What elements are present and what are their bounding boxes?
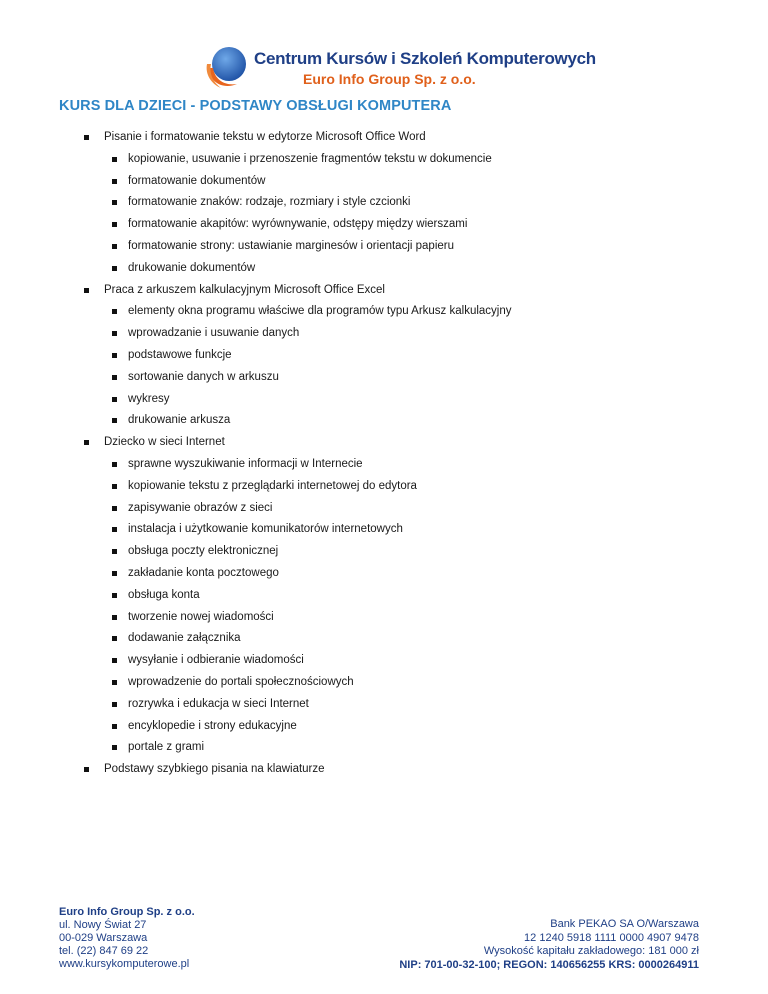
list-item-label: wykresy	[128, 392, 170, 405]
square-bullet-icon	[112, 200, 117, 205]
footer-website: www.kursykomputerowe.pl	[59, 958, 190, 970]
square-bullet-icon	[112, 484, 117, 489]
list-item-label: rozrywka i edukacja w sieci Internet	[128, 697, 309, 710]
square-bullet-icon	[112, 527, 117, 532]
footer-account: 12 1240 5918 1111 0000 4907 9478	[524, 931, 699, 944]
list-item-label: sprawne wyszukiwanie informacji w Internecie	[128, 458, 363, 470]
list-item-label: wysyłanie i odbieranie wiadomości	[128, 654, 304, 667]
square-bullet-icon	[112, 244, 117, 249]
square-bullet-icon	[112, 680, 117, 685]
square-bullet-icon	[112, 615, 117, 620]
list-item-label: tworzenie nowej wiadomości	[128, 610, 274, 623]
list-item-label: obsługa konta	[128, 588, 200, 601]
square-bullet-icon	[112, 353, 117, 358]
list-item-label: kopiowanie tekstu z przeglądarki internetowej do edytora	[128, 479, 417, 492]
list-item-label: dodawanie załącznika	[128, 632, 241, 645]
footer-city: 00-029 Warszawa	[59, 932, 148, 944]
company-logo	[203, 44, 596, 96]
square-bullet-icon	[112, 506, 117, 511]
square-bullet-icon	[112, 702, 117, 707]
square-bullet-icon	[112, 375, 117, 380]
section-label: Dziecko w sieci Internet	[104, 436, 225, 449]
list-item-label: formatowanie znaków: rodzaje, rozmiary i style czcionki	[128, 196, 411, 209]
square-bullet-icon	[112, 724, 117, 729]
square-bullet-icon	[112, 462, 117, 467]
square-bullet-icon	[84, 440, 89, 445]
section-label: Pisanie i formatowanie tekstu w edytorze Microsoft Office Word	[104, 131, 426, 143]
square-bullet-icon	[112, 571, 117, 576]
footer-company-details	[399, 918, 699, 972]
list-item-label: drukowanie dokumentów	[128, 261, 256, 274]
square-bullet-icon	[84, 767, 89, 772]
square-bullet-icon	[112, 266, 117, 271]
footer-contact	[59, 906, 195, 971]
square-bullet-icon	[112, 418, 117, 423]
list-item-label: portale z grami	[128, 741, 205, 754]
logo-title: Centrum Kursów i Szkoleń Komputerowych	[254, 49, 596, 68]
list-item-label: sortowanie danych w arkuszu	[128, 370, 279, 383]
square-bullet-icon	[112, 331, 117, 336]
square-bullet-icon	[112, 309, 117, 314]
list-item-label: formatowanie strony: ustawianie marginesów i orientacji papieru	[128, 240, 454, 252]
square-bullet-icon	[112, 179, 117, 184]
logo-subtitle: Euro Info Group Sp. z o.o.	[303, 71, 476, 87]
square-bullet-icon	[84, 288, 89, 293]
footer-bank: Bank PEKAO SA O/Warszawa	[550, 918, 699, 930]
list-item-label: podstawowe funkcje	[128, 349, 232, 361]
footer-phone: tel. (22) 847 69 22	[59, 945, 149, 957]
list-item-label: zapisywanie obrazów z sieci	[128, 501, 273, 514]
list-item-label: kopiowanie, usuwanie i przenoszenie fragmentów tekstu w dokumencie	[128, 152, 492, 165]
list-item-label: obsługa poczty elektronicznej	[128, 545, 279, 558]
list-item-label: encyklopedie i strony edukacyjne	[128, 719, 297, 732]
footer-registration-ids: NIP: 701-00-32-100; REGON: 140656255 KRS: 0000264911	[399, 958, 699, 971]
square-bullet-icon	[112, 658, 117, 663]
square-bullet-icon	[84, 135, 89, 140]
page-title: KURS DLA DZIECI - PODSTAWY OBSŁUGI KOMPUTERA	[59, 98, 452, 114]
square-bullet-icon	[112, 745, 117, 750]
list-item-label: wprowadzanie i usuwanie danych	[128, 327, 300, 340]
square-bullet-icon	[112, 222, 117, 227]
globe-logo-icon	[203, 44, 249, 90]
footer-street: ul. Nowy Świat 27	[59, 919, 147, 931]
footer-company: Euro Info Group Sp. z o.o.	[59, 906, 195, 918]
square-bullet-icon	[112, 593, 117, 598]
list-item-label: wprowadzenie do portali społecznościowych	[128, 676, 354, 688]
list-item-label: formatowanie dokumentów	[128, 174, 266, 187]
list-item-label: zakładanie konta pocztowego	[128, 567, 279, 579]
square-bullet-icon	[112, 549, 117, 554]
square-bullet-icon	[112, 636, 117, 641]
list-item-label: drukowanie arkusza	[128, 414, 231, 427]
section-label: Praca z arkuszem kalkulacyjnym Microsoft Office Excel	[104, 283, 385, 296]
square-bullet-icon	[112, 397, 117, 402]
section-label: Podstawy szybkiego pisania na klawiaturze	[104, 763, 325, 776]
square-bullet-icon	[112, 157, 117, 162]
list-item-label: elementy okna programu właściwe dla programów typu Arkusz kalkulacyjny	[128, 305, 512, 318]
list-item-label: formatowanie akapitów: wyrównywanie, odstępy między wierszami	[128, 218, 468, 231]
footer-capital: Wysokość kapitału zakładowego: 181 000 zł	[483, 945, 699, 957]
list-item-label: instalacja i użytkowanie komunikatorów internetowych	[128, 523, 403, 536]
